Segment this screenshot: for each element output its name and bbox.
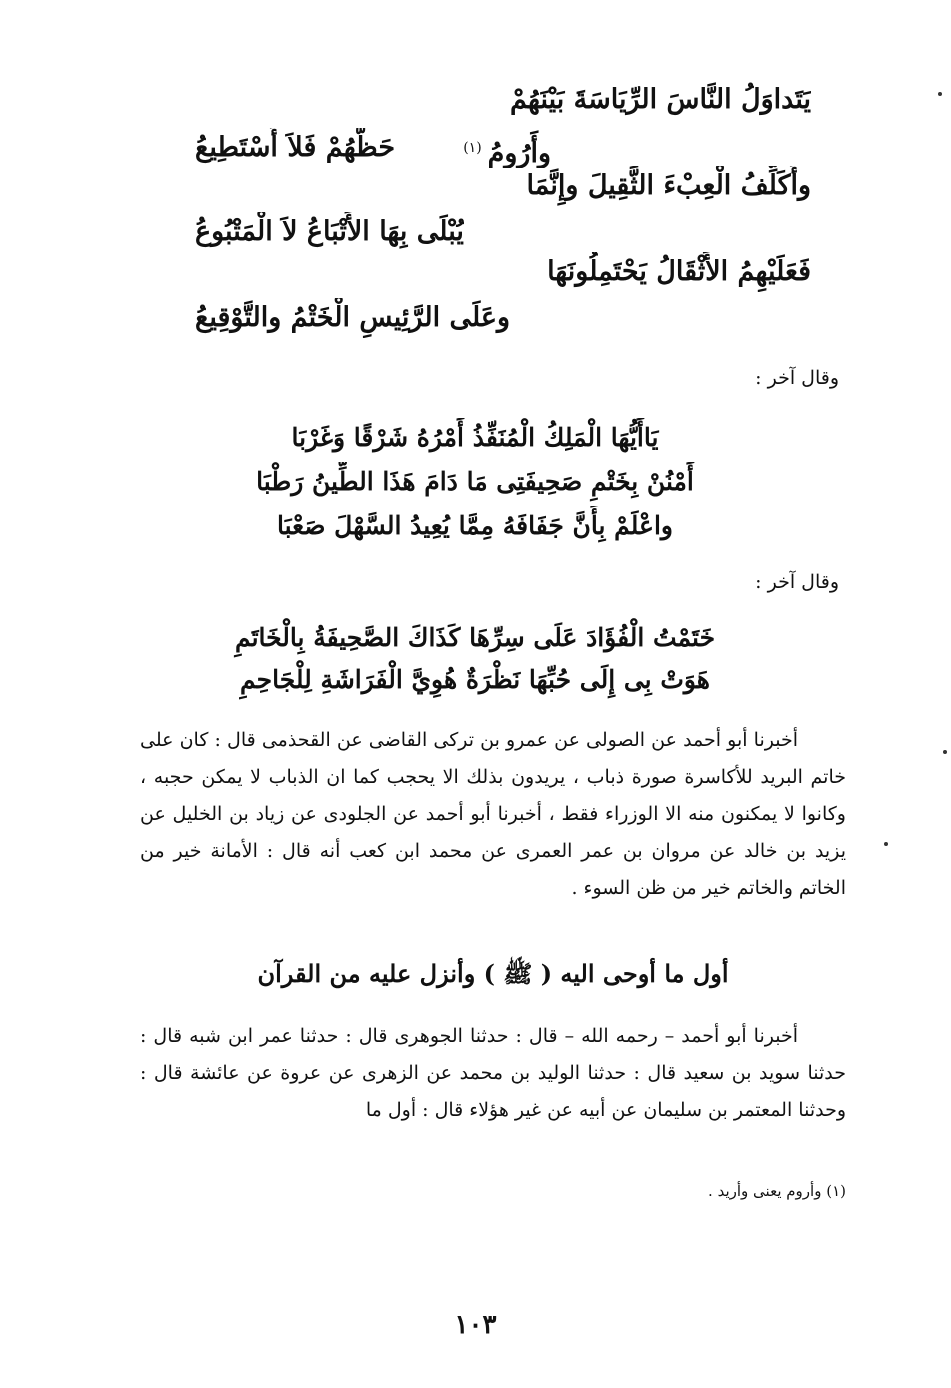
prose-paragraph-1-text: أخبرنا أبو أحمد عن الصولى عن عمرو بن تركى القاضى عن القحذمى قال : كان على خاتم البريد للأكاسرة صورة ذباب ، يريدون بذلك الا يحجب كما ان الذباب لا يمكن حجبه ، وكانوا لا يمكنون منه الا الوزراء فقط ، أخبرنا أبو أحمد عن الجلودى عن زياد بن الخليل عن يزيد بن خالد عن مروان بن عمر العمرى عن محمد ابن كعب أنه قال : الأمانة خير من الخاتم والخاتم خير من ظن السوء . (140, 729, 846, 899)
footnote: (١) وأروم يعنى وأريد . (708, 1182, 846, 1200)
poem1-line-1: يَتَداوَلُ النَّاسَ الرِّيَاسَةَ بَيْنَهُمْ (510, 84, 811, 115)
poem2-line-1: يَاأَيُّهَا الْمَلِكُ الْمُنَفِّذُ أَمْرُهُ شَرْقًا وَغَرْبَا (291, 423, 659, 452)
poem3-line-1: خَتَمْتُ الْفُؤَادَ عَلَى سِرِّهَا كَذَاكَ الصَّحِيفَةُ بِالْخَاتَمِ (234, 623, 716, 652)
poem1-line-2b: حَظَّهُمْ فَلاَ أَسْتَطِيعُ (195, 132, 396, 163)
prose-paragraph-2 (140, 1018, 846, 1129)
scan-speck (938, 92, 942, 96)
page-number: ١٠٣ (454, 1310, 497, 1340)
prose-paragraph-2-text: أخبرنا أبو أحمد – رحمه الله – قال : حدثنا الجوهرى قال : حدثنا عمر ابن شبه قال : حدثنا سويد بن سعيد قال : حدثنا الوليد بن محمد عن الزهرى عن عروة عن عائشة قال : وحدثنا المعتمر بن سليمان عن أبيه عن غير هؤلاء قال : أول ما (140, 1025, 846, 1121)
poem1-line-3: وأُكَلِّفُ الْعِبْءَ الثَّقِيلَ وإِنَّمَا (526, 170, 811, 201)
poem2-line-2: أَمْنُنْ بِخَتْمِ صَحِيفَتِى مَا دَامَ هَذَا الطِّينُ رَطْبَا (256, 467, 694, 496)
intro-another-poet-1: وقال آخر : (755, 367, 839, 389)
poem2-line-3: واعْلَمْ بِأَنَّ جَفَافَهُ مِمَّا يُعِيدُ السَّهْلَ صَعْبَا (277, 511, 673, 540)
intro-another-poet-2: وقال آخر : (755, 571, 839, 593)
scan-speck (884, 842, 888, 846)
poem3-line-2: هَوَتْ بِى إِلَى حُبِّهَا نَظْرَةٌ هُوِيَّ الْفَرَاشَةِ لِلْجَاحِمِ (240, 665, 710, 694)
prose-paragraph-1 (140, 722, 846, 907)
scan-speck (943, 750, 947, 754)
poem1-line-4: يُبْلَى بِهَا الأَتْبَاعُ لاَ الْمَتْبُوعُ (195, 216, 464, 247)
poem1-line-5: فَعَلَيْهِمُ الأَثْقَالُ يَحْتَمِلُونَهَا (547, 256, 811, 287)
poem1-word: وأَرُومُ (487, 138, 551, 168)
section-heading: أول ما أوحى اليه ( ﷺ ) وأنزل عليه من القرآن (257, 959, 729, 988)
footnote-marker: (١) (463, 140, 482, 156)
poem1-line-6: وعَلَى الرَّئِيسِ الْخَتْمُ والتَّوْقِيعُ (195, 302, 511, 333)
poem1-line-2 (457, 128, 551, 168)
